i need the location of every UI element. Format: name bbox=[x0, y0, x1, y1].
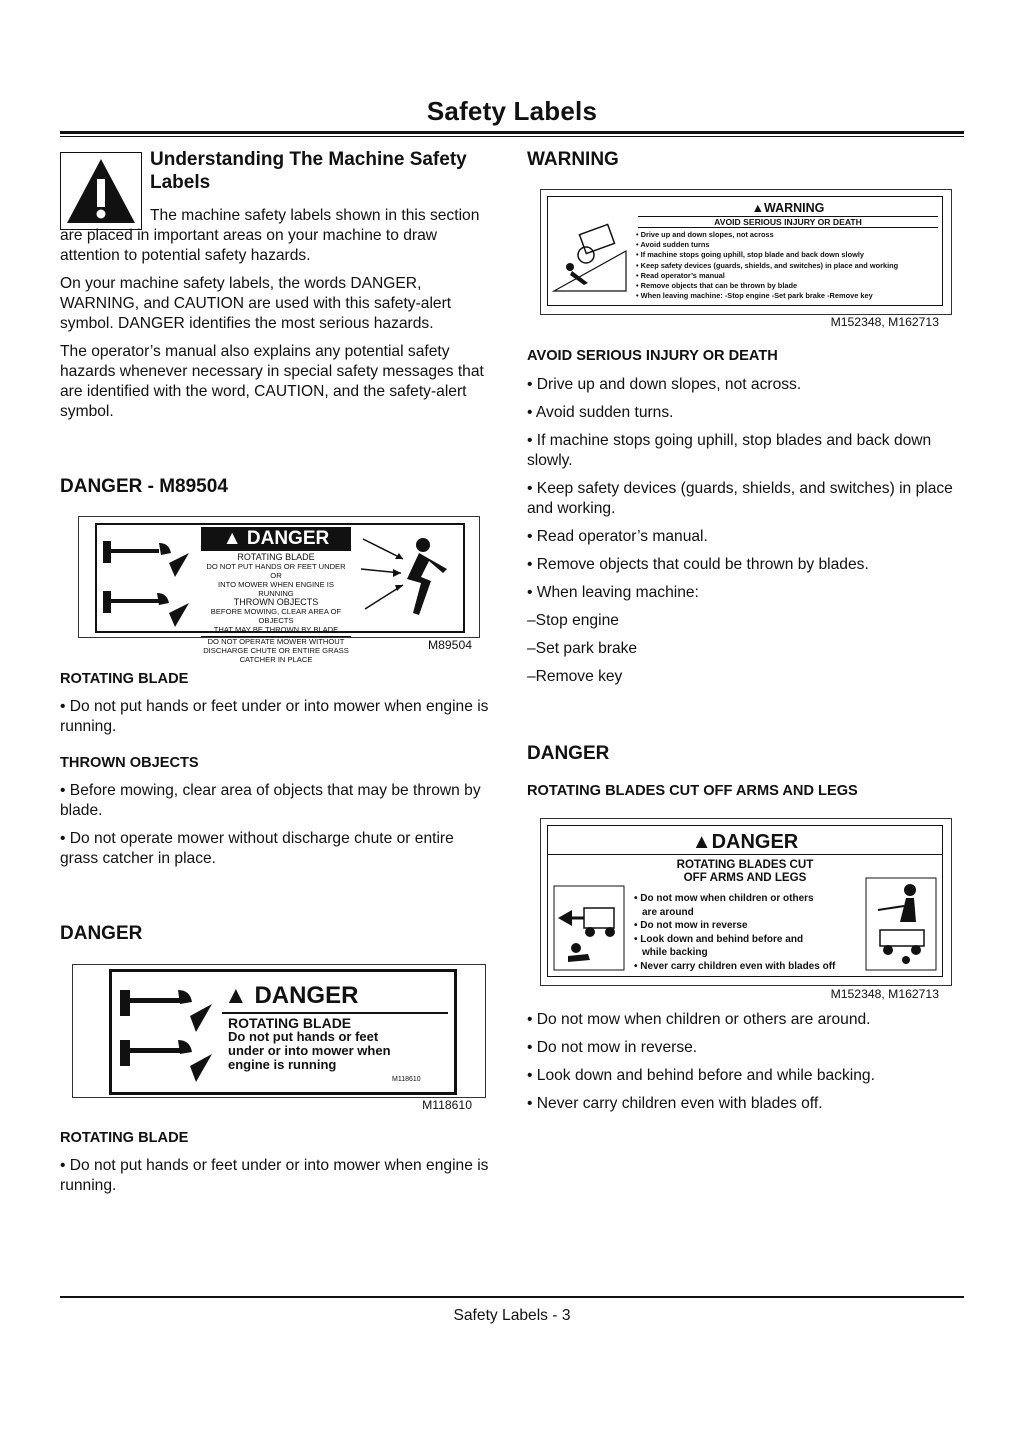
danger3-label-sub1: ROTATING BLADES CUT bbox=[676, 858, 814, 871]
intro-paragraph-3: The operator’s manual also explains any potential safety hazards whenever necessary in special safety messages that are identified with the word, CAUTION, and the safety-alert symbol. bbox=[60, 343, 484, 420]
warning-triangle-icon: ▲ bbox=[222, 528, 242, 549]
danger3-body bbox=[527, 1010, 964, 1122]
page-title: Safety Labels bbox=[426, 96, 598, 126]
danger2-label-code: M118610 bbox=[392, 1076, 421, 1083]
header-rule bbox=[60, 131, 964, 134]
danger1-label-line8: DISCHARGE CHUTE OR ENTIRE GRASS bbox=[203, 646, 349, 655]
reverse-mowing-pictogram-icon bbox=[554, 886, 624, 970]
warning-bullet-6: • Remove objects that could be thrown by blades. bbox=[527, 556, 869, 573]
danger3-label-line1: • Do not mow when children or others bbox=[634, 893, 814, 904]
warning-caption: M152348, M162713 bbox=[830, 315, 939, 329]
warning-bullet-2: • Avoid sudden turns. bbox=[527, 404, 674, 421]
danger1-body bbox=[60, 669, 496, 877]
warning-label-image bbox=[540, 189, 952, 315]
warning-label-line7: • When leaving machine: -Stop engine -Set park brake -Remove key bbox=[636, 291, 873, 301]
warning-label-line3: • If machine stops going uphill, stop blade and back down slowly bbox=[636, 250, 865, 260]
danger2-label-banner bbox=[224, 982, 444, 1010]
warning-bullet-4: • Keep safety devices (guards, shields, and switches) in place and working. bbox=[527, 480, 953, 517]
danger1-section bbox=[60, 475, 496, 498]
danger1-bullet-2: • Before mowing, clear area of objects that may be thrown by blade. bbox=[60, 782, 481, 819]
hand-blade-pictogram-icon bbox=[99, 529, 195, 627]
danger3-label-line3: • Do not mow in reverse bbox=[634, 920, 748, 932]
danger2-label-frame bbox=[109, 969, 457, 1095]
danger3-caption: M152348, M162713 bbox=[830, 987, 939, 1001]
warning-triangle-icon: ▲ bbox=[224, 982, 248, 1009]
header-rule-thin bbox=[60, 136, 964, 137]
hand-blade-pictogram-icon bbox=[116, 976, 216, 1086]
danger2-body bbox=[60, 1128, 496, 1204]
danger3-label-line4: • Look down and behind before and bbox=[634, 933, 804, 945]
danger1-label-line2: DO NOT PUT HANDS OR FEET UNDER OR bbox=[206, 562, 346, 580]
warning-bullet-7: • When leaving machine: bbox=[527, 584, 699, 601]
danger1-label-line1: ROTATING BLADE bbox=[237, 552, 315, 562]
warning-label-line2: • Avoid sudden turns bbox=[636, 240, 710, 250]
danger1-label-line9: CATCHER IN PLACE bbox=[239, 655, 313, 664]
danger2-label-image bbox=[72, 964, 486, 1098]
danger3-label-line5: while backing bbox=[642, 947, 708, 959]
danger3-label-frame bbox=[547, 825, 943, 977]
danger2-label-line1: ROTATING BLADE bbox=[228, 1015, 352, 1031]
warning-triangle-icon: ▲ bbox=[691, 831, 712, 853]
rollover-pictogram-icon bbox=[552, 211, 628, 295]
danger3-bullet-3: • Look down and behind before and while backing. bbox=[527, 1067, 875, 1084]
danger3-bullet-1: • Do not mow when children or others are around. bbox=[527, 1011, 871, 1028]
danger1-label-line4: THROWN OBJECTS bbox=[233, 597, 319, 607]
danger2-caption: M118610 bbox=[422, 1098, 472, 1112]
danger1-heading: DANGER - M89504 bbox=[60, 476, 228, 497]
warning-label-line1: • Drive up and down slopes, not across bbox=[636, 230, 774, 239]
danger2-label-line3: under or into mower when bbox=[228, 1043, 391, 1058]
warning-bullet-9: –Set park brake bbox=[527, 640, 638, 657]
danger3-heading: DANGER bbox=[527, 743, 610, 764]
warning-body bbox=[527, 346, 964, 695]
warning-bullet-3: • If machine stops going uphill, stop blades and back down slowly. bbox=[527, 432, 932, 469]
danger2-label-line2: Do not put hands or feet bbox=[228, 1029, 379, 1044]
warning-bullet-8: –Stop engine bbox=[527, 612, 619, 629]
danger1-label-banner-text: DANGER bbox=[246, 528, 330, 549]
danger1-subheading-1: ROTATING BLADE bbox=[60, 671, 189, 687]
danger2-label-line4: engine is running bbox=[228, 1057, 337, 1072]
warning-label-banner-text: WARNING bbox=[763, 201, 825, 215]
danger2-bullet-1: • Do not put hands or feet under or into mower when engine is running. bbox=[60, 1157, 489, 1194]
danger1-bullet-3: • Do not operate mower without discharge chute or entire grass catcher in place. bbox=[60, 830, 454, 867]
intro-heading: Understanding The Machine Safety Labels bbox=[150, 149, 467, 193]
warning-label-line6: • Remove objects that can be thrown by blade bbox=[636, 281, 798, 291]
intro-paragraph-2: On your machine safety labels, the words DANGER, WARNING, and CAUTION are used with this safety-alert symbol. DANGER identifies the most serious hazards. bbox=[60, 275, 452, 332]
danger1-caption: M89504 bbox=[427, 638, 472, 652]
warning-label-line4: • Keep safety devices (guards, shields, and switches) in place and working bbox=[636, 260, 899, 270]
danger3-subheading: ROTATING BLADES CUT OFF ARMS AND LEGS bbox=[527, 783, 858, 799]
danger3-subheading-block bbox=[527, 781, 964, 809]
danger3-label-divider bbox=[548, 854, 942, 855]
warning-section bbox=[527, 148, 964, 171]
warning-label-frame bbox=[547, 196, 943, 306]
danger3-label-line6: • Never carry children even with blades off bbox=[634, 960, 836, 972]
danger2-heading: DANGER bbox=[60, 923, 143, 944]
warning-heading: WARNING bbox=[527, 149, 619, 170]
thrown-object-pictogram-icon bbox=[357, 529, 459, 627]
danger1-label-line5: BEFORE MOWING, CLEAR AREA OF OBJECTS bbox=[210, 607, 342, 625]
intro-heading-block bbox=[150, 148, 495, 194]
danger3-bullet-4: • Never carry children even with blades off. bbox=[527, 1095, 823, 1112]
danger1-label-line7: DO NOT OPERATE MOWER WITHOUT bbox=[201, 636, 351, 646]
danger1-label-line3: INTO MOWER WHEN ENGINE IS RUNNING bbox=[218, 580, 334, 598]
warning-label-line5: • Read operator’s manual bbox=[636, 270, 725, 280]
danger3-label-line2: are around bbox=[642, 906, 694, 918]
danger1-subheading-2: THROWN OBJECTS bbox=[60, 755, 199, 771]
danger3-bullet-2: • Do not mow in reverse. bbox=[527, 1039, 698, 1056]
danger1-bullet-1: • Do not put hands or feet under or into mower when engine is running. bbox=[60, 698, 489, 735]
danger1-label-banner bbox=[201, 527, 351, 551]
danger2-subheading-1: ROTATING BLADE bbox=[60, 1130, 189, 1146]
danger3-label-banner-text: DANGER bbox=[711, 831, 799, 853]
warning-label-text bbox=[636, 230, 940, 301]
danger1-label-line6: THAT MAY BE THROWN BY BLADE bbox=[213, 625, 339, 634]
danger3-label-sub2: OFF ARMS AND LEGS bbox=[683, 871, 807, 884]
danger2-label-text bbox=[228, 1016, 448, 1072]
intro-body bbox=[60, 206, 496, 430]
danger2-label-banner-text: DANGER bbox=[254, 982, 359, 1009]
danger3-label-text bbox=[634, 892, 864, 974]
page-footer: Safety Labels - 3 bbox=[453, 1307, 571, 1324]
danger3-label-image bbox=[540, 818, 952, 986]
danger2-section bbox=[60, 922, 496, 945]
warning-bullet-5: • Read operator’s manual. bbox=[527, 528, 708, 545]
child-passenger-pictogram-icon bbox=[866, 878, 936, 970]
warning-subheading: AVOID SERIOUS INJURY OR DEATH bbox=[527, 348, 778, 364]
intro-paragraph-1: The machine safety labels shown in this section are placed in important areas on your machine to draw attention to potential safety hazards. bbox=[60, 207, 480, 264]
danger3-label-banner bbox=[548, 830, 942, 854]
footer-rule bbox=[60, 1296, 964, 1298]
warning-bullet-10: –Remove key bbox=[527, 668, 623, 685]
warning-label-banner bbox=[638, 201, 938, 215]
warning-triangle-icon: ▲ bbox=[751, 201, 764, 215]
warning-bullet-1: • Drive up and down slopes, not across. bbox=[527, 376, 802, 393]
warning-label-subheading: AVOID SERIOUS INJURY OR DEATH bbox=[638, 216, 938, 228]
danger3-section bbox=[527, 742, 964, 765]
danger2-label-divider bbox=[222, 1012, 448, 1014]
